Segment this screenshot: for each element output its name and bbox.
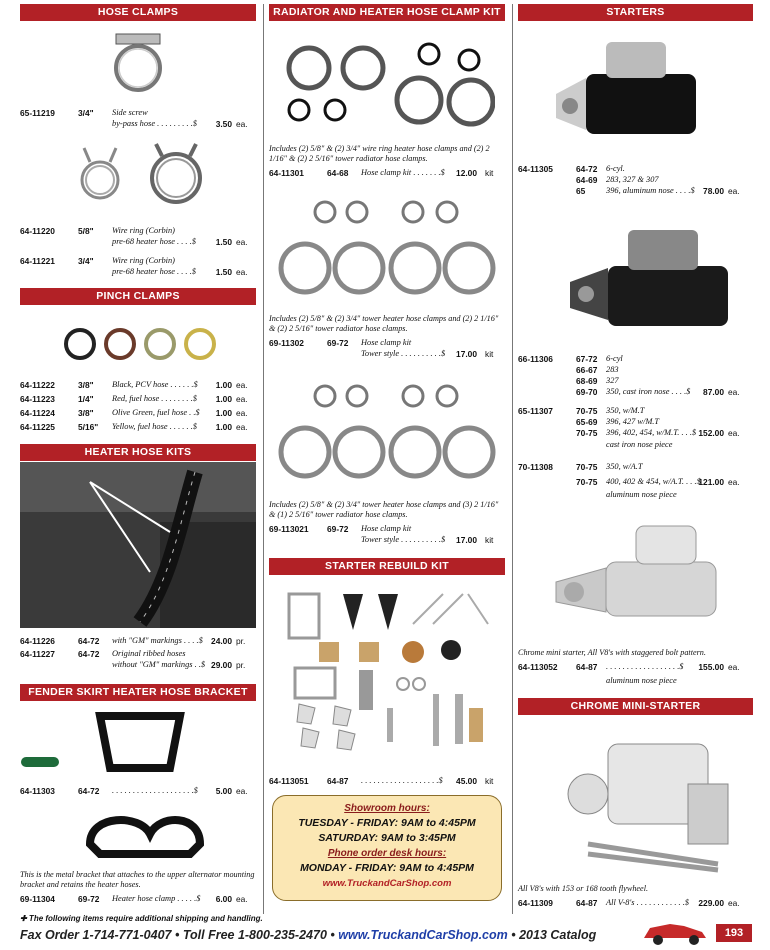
unit: ea.: [236, 237, 248, 247]
part-number: 70-11308: [518, 462, 553, 472]
price: 24.00: [211, 636, 232, 646]
price: 17.00: [456, 535, 477, 545]
size: 3/8": [78, 380, 94, 390]
part-number: 64-11227: [20, 649, 55, 659]
unit: ea.: [728, 428, 740, 438]
price: 17.00: [456, 349, 477, 359]
section-header-starter-rebuild: STARTER REBUILD KIT: [269, 558, 505, 575]
description: 400, 402 & 454, w/A.T. . . .$: [606, 477, 701, 486]
price: 152.00: [698, 428, 724, 438]
year: 64-72: [78, 649, 100, 659]
description: 396, aluminum nose . . . .$: [606, 186, 695, 195]
size: 3/4": [78, 108, 94, 118]
part-number: 64-11222: [20, 380, 55, 390]
price: 229.00: [698, 898, 724, 908]
part-number: 64-11226: [20, 636, 55, 646]
price: 3.50: [215, 119, 232, 129]
year: 64-87: [327, 776, 349, 786]
section-header-fender-bracket: FENDER SKIRT HEATER HOSE BRACKET: [20, 684, 256, 701]
toll-free: Toll Free 1-800-235-2470: [182, 928, 327, 942]
section-header-chrome-mini-starter: CHROME MINI-STARTER: [518, 698, 753, 715]
description: pre-68 heater hose . . . .$: [112, 267, 196, 276]
part-number: 69-11304: [20, 894, 55, 904]
unit: ea.: [236, 894, 248, 904]
description: aluminum nose piece: [606, 676, 677, 685]
chrome-mini-starter-photo-2: [548, 724, 738, 874]
size: 3/4": [78, 256, 94, 266]
kit-note: Includes (2) 5/8" & (2) 3/4" tower heater hose clamps and (2) 2 1/16" & (2) 2 5/16" tower radiator hose clamps.: [269, 314, 499, 333]
description: 6-cyl: [606, 354, 623, 363]
unit: ea.: [236, 408, 248, 418]
part-number: 64-11224: [20, 408, 55, 418]
year: 68-69: [576, 376, 598, 386]
year: 69-70: [576, 387, 598, 397]
part-number: 69-113021: [269, 524, 309, 534]
year: 70-75: [576, 462, 598, 472]
classic-car-icon: [640, 914, 710, 948]
size: 1/4": [78, 394, 94, 404]
unit: kit: [485, 168, 494, 178]
description: 350, w/M.T: [606, 406, 645, 415]
unit: kit: [485, 776, 494, 786]
section-header-hose-clamps: HOSE CLAMPS: [20, 4, 256, 21]
description: All V-8's . . . . . . . . . . . .$: [606, 898, 689, 907]
year: 69-72: [327, 524, 349, 534]
year: 67-72: [576, 354, 598, 364]
fender-bracket-photo: [90, 706, 190, 778]
unit: ea.: [236, 786, 248, 796]
phone-hours-title: Phone order desk hours:: [327, 848, 447, 859]
year: 64-68: [327, 168, 349, 178]
price: 29.00: [211, 660, 232, 670]
year: 64-72: [78, 786, 100, 796]
description: 350, cast iron nose . . . .$: [606, 387, 691, 396]
separator: •: [511, 928, 516, 942]
wire-ring-kit-photo: [279, 38, 495, 138]
tower-clamp-kit-photo: [275, 192, 499, 304]
unit: kit: [485, 535, 494, 545]
description: . . . . . . . . . . . . . . . . . . . .$: [112, 786, 198, 795]
year: 64-87: [576, 662, 598, 672]
unit: ea.: [236, 422, 248, 432]
page-footer: [0, 910, 770, 950]
separator: •: [330, 928, 335, 942]
description: 283: [606, 365, 619, 374]
footer-website-link[interactable]: www.TruckandCarShop.com: [338, 928, 508, 942]
section-header-radiator-kit: RADIATOR AND HEATER HOSE CLAMP KIT: [269, 4, 505, 21]
reproduction-badge-icon: [20, 756, 60, 768]
description: Olive Green, fuel hose . .$: [112, 408, 200, 417]
description: Hose clamp kit . . . . . . .$: [361, 168, 445, 177]
wire-ring-clamps-photo: [70, 142, 210, 206]
part-number: 64-11303: [20, 786, 55, 796]
shipping-note: ✚ The following items require additional shipping and handling.: [20, 914, 263, 923]
unit: ea.: [236, 267, 248, 277]
footer-contact-bar: [20, 928, 596, 942]
chrome-mini-note: All V8's with 153 or 168 tooth flywheel.: [518, 884, 649, 893]
year: 70-75: [576, 428, 598, 438]
part-number: 66-11306: [518, 354, 553, 364]
year: 70-75: [576, 477, 598, 487]
starter-rebuild-parts-photo: [283, 584, 493, 758]
description: Hose clamp kit: [361, 524, 412, 533]
part-number: 64-11223: [20, 394, 55, 404]
description: Tower style . . . . . . . . . .$: [361, 349, 446, 358]
column-divider: [512, 4, 513, 914]
description: Side screw: [112, 108, 148, 117]
unit: ea.: [728, 186, 740, 196]
description: 396, 402, 454, w/M.T. . . .$: [606, 428, 697, 437]
description: 6-cyl.: [606, 164, 625, 173]
hours-box: [272, 795, 502, 901]
description: Original ribbed hoses: [112, 649, 186, 658]
description: 327: [606, 376, 619, 385]
size: 3/8": [78, 408, 94, 418]
part-number: 64-11225: [20, 422, 55, 432]
unit: ea.: [236, 394, 248, 404]
part-number: 65-11219: [20, 108, 55, 118]
pinch-clamps-photo: [60, 322, 220, 366]
price: 1.50: [215, 237, 232, 247]
part-number: 64-11301: [269, 168, 304, 178]
heater-hose-clamp-photo: [80, 804, 210, 864]
fax-order: Fax Order 1-714-771-0407: [20, 928, 172, 942]
bracket-note: This is the metal bracket that attaches to the upper alternator mounting bracket and retains the heater hoses.: [20, 870, 255, 889]
size: 5/16": [78, 422, 99, 432]
description: . . . . . . . . . . . . . . . . . . .$: [361, 776, 443, 785]
mini-starter-note: Chrome mini starter, All V8's with staggered bolt pattern.: [518, 648, 706, 657]
part-number: 69-11302: [269, 338, 304, 348]
price: 1.50: [215, 267, 232, 277]
price: 12.00: [456, 168, 477, 178]
description: Tower style . . . . . . . . . .$: [361, 535, 446, 544]
year: 70-75: [576, 406, 598, 416]
year: 69-72: [78, 894, 100, 904]
separator: •: [174, 928, 180, 942]
unit: ea.: [236, 380, 248, 390]
description: . . . . . . . . . . . . . . . . . .$: [606, 662, 684, 671]
part-number: 64-11220: [20, 226, 55, 236]
part-number: 64-11309: [518, 898, 553, 908]
unit: ea.: [728, 477, 740, 487]
price: 1.00: [215, 408, 232, 418]
price: 1.00: [215, 394, 232, 404]
unit: ea.: [728, 387, 740, 397]
description: aluminum nose piece: [606, 490, 677, 499]
kit-note: Includes (2) 5/8" & (2) 3/4" tower heater hose clamps and (3) 2 1/16" & (1) 2 5/16" tower radiator hose clamps.: [269, 500, 499, 519]
description: Hose clamp kit: [361, 338, 412, 347]
price: 45.00: [456, 776, 477, 786]
year: 65-69: [576, 417, 598, 427]
price: 155.00: [698, 662, 724, 672]
catalog-year: 2013 Catalog: [519, 928, 597, 942]
unit: pr.: [236, 660, 246, 670]
part-number: 64-11221: [20, 256, 55, 266]
price: 5.00: [215, 786, 232, 796]
description: pre-68 heater hose . . . .$: [112, 237, 196, 246]
phone-hours-weekday: MONDAY - FRIDAY: 9AM to 4:45PM: [300, 862, 474, 874]
unit: ea.: [728, 662, 740, 672]
description: Red, fuel hose . . . . . . . .$: [112, 394, 197, 403]
description: without "GM" markings . .$: [112, 660, 206, 669]
size: 5/8": [78, 226, 94, 236]
section-header-starters: STARTERS: [518, 4, 753, 21]
price: 121.00: [698, 477, 724, 487]
section-header-heater-hose-kits: HEATER HOSE KITS: [20, 444, 256, 461]
year: 64-69: [576, 175, 598, 185]
price: 87.00: [703, 387, 724, 397]
part-number: 64-11305: [518, 164, 553, 174]
description: cast iron nose piece: [606, 440, 673, 449]
price: 78.00: [703, 186, 724, 196]
description: by-pass hose . . . . . . . . .$: [112, 119, 197, 128]
description: Wire ring (Corbin): [112, 226, 175, 235]
tower-clamp-kit-photo-2: [275, 376, 499, 488]
year: 65: [576, 186, 586, 196]
kit-note: Includes (2) 5/8" & (2) 3/4" wire ring heater hose clamps and (2) 2 1/16" & (2) 2 5/16" tower radiator hose clamps.: [269, 144, 490, 163]
description: Heater hose clamp . . . . .$: [112, 894, 201, 903]
year: 66-67: [576, 365, 598, 375]
section-header-pinch-clamps: PINCH CLAMPS: [20, 288, 256, 305]
part-number: 65-11307: [518, 406, 553, 416]
chrome-mini-starter-photo: [546, 512, 736, 638]
heater-hose-engine-photo: [20, 462, 256, 628]
unit: ea.: [728, 898, 740, 908]
unit: ea.: [236, 119, 248, 129]
unit: pr.: [236, 636, 246, 646]
page-number: 193: [716, 924, 752, 942]
website-link[interactable]: www.TruckandCarShop.com: [322, 878, 452, 889]
description: Wire ring (Corbin): [112, 256, 175, 265]
part-number: 64-113052: [518, 662, 558, 672]
description: Black, PCV hose . . . . . .$: [112, 380, 198, 389]
price: 1.00: [215, 422, 232, 432]
part-number: 64-113051: [269, 776, 309, 786]
unit: kit: [485, 349, 494, 359]
description: with "GM" markings . . . .$: [112, 636, 203, 645]
year: 69-72: [327, 338, 349, 348]
price: 6.00: [215, 894, 232, 904]
description: 350, w/A.T: [606, 462, 643, 471]
starter-aluminum-nose-photo: [546, 34, 716, 154]
description: 396, 427 w/M.T: [606, 417, 660, 426]
price: 1.00: [215, 380, 232, 390]
description: 283, 327 & 307: [606, 175, 659, 184]
showroom-hours-title: Showroom hours:: [344, 803, 430, 814]
showroom-hours-weekday: TUESDAY - FRIDAY: 9AM to 4:45PM: [298, 817, 476, 829]
starter-cast-iron-photo: [558, 216, 738, 342]
description: Yellow, fuel hose . . . . . .$: [112, 422, 197, 431]
year: 64-87: [576, 898, 598, 908]
showroom-hours-saturday: SATURDAY: 9AM to 3:45PM: [318, 832, 456, 844]
year: 64-72: [576, 164, 598, 174]
side-screw-clamp-photo: [108, 26, 168, 94]
column-divider: [263, 4, 264, 914]
year: 64-72: [78, 636, 100, 646]
